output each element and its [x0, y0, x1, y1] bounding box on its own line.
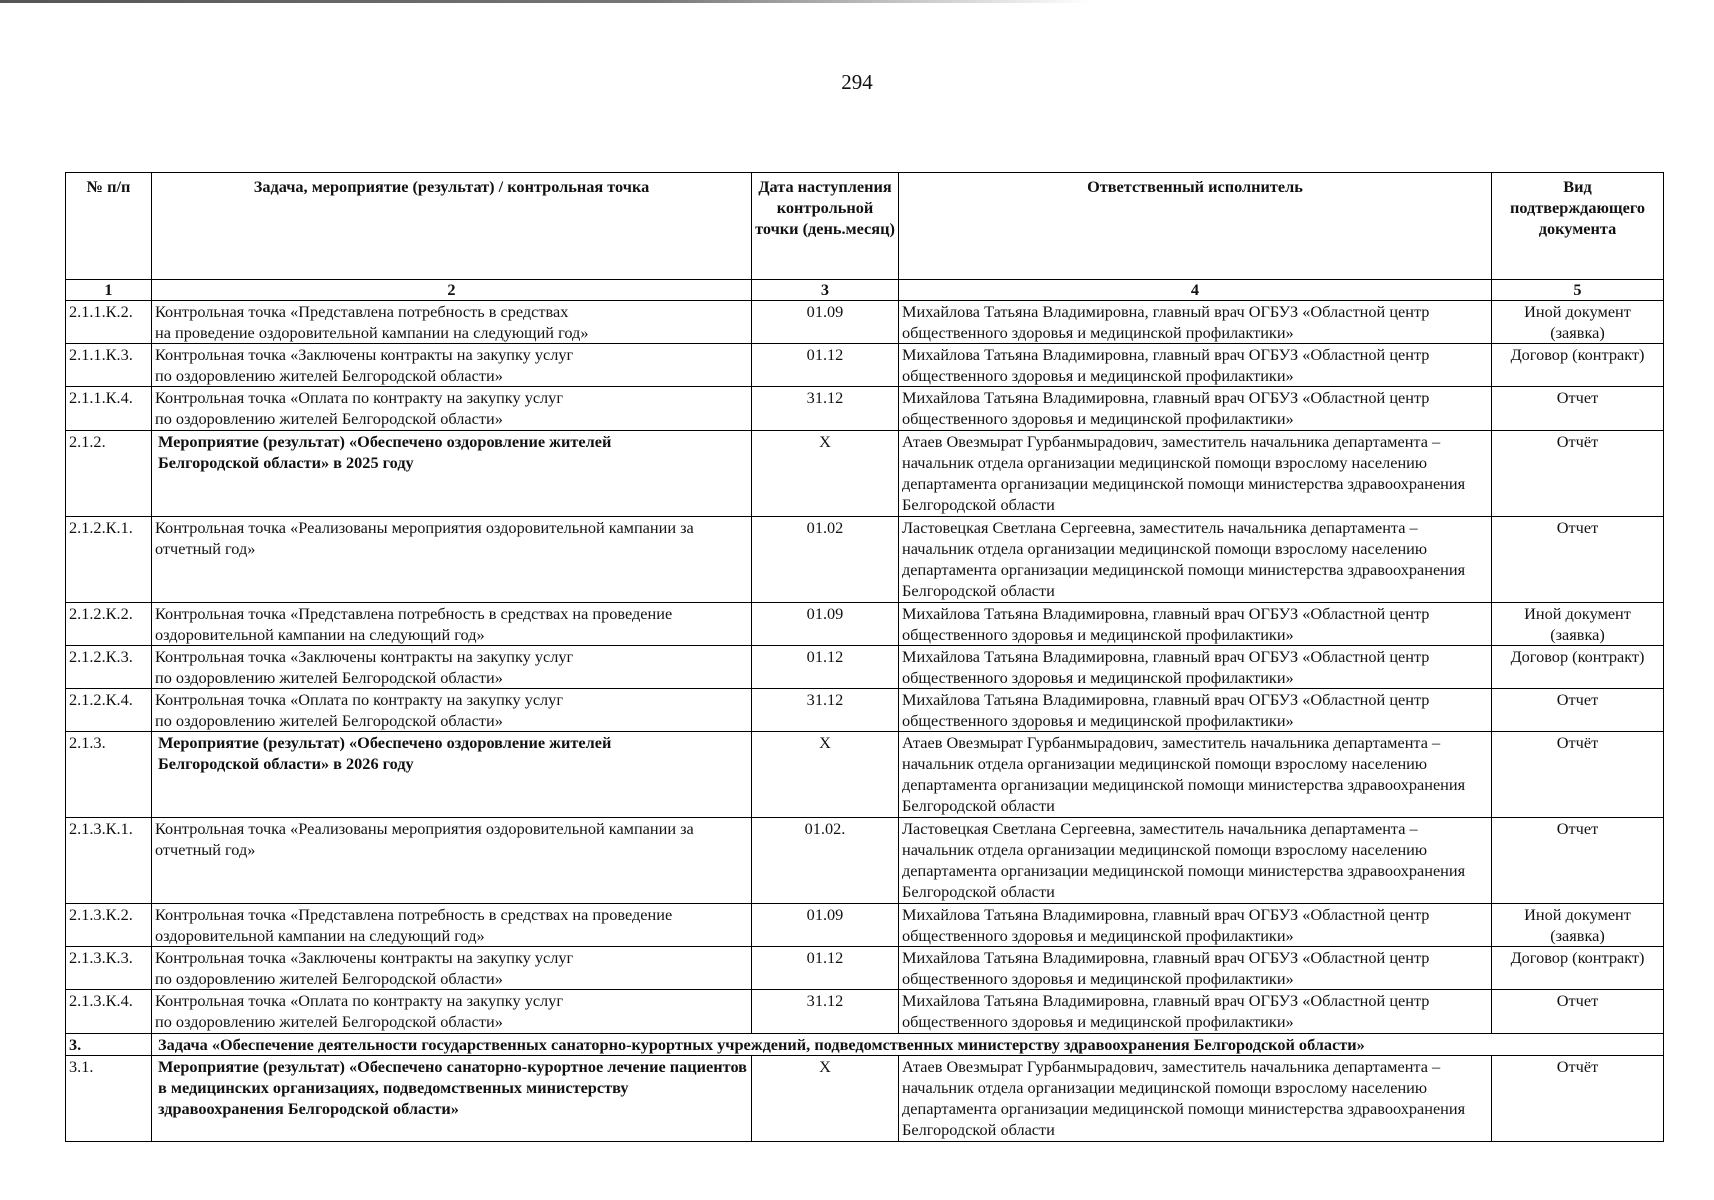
confirming-document: Отчет	[1492, 387, 1664, 431]
task-title: Задача «Обеспечение деятельности государственных санаторно-курортных учреждений, подведомственных министерству здравоохранения Белгородской области»	[152, 1034, 1664, 1056]
confirming-document: Отчёт	[1492, 1056, 1664, 1142]
confirming-document: Отчет	[1492, 517, 1664, 603]
control-point-row	[66, 646, 1664, 689]
top-scan-rule	[0, 0, 1090, 3]
confirming-document: Договор (контракт)	[1492, 646, 1664, 689]
responsible-executor: Михайлова Татьяна Владимировна, главный врач ОГБУЗ «Областной центр общественного здоровья и медицинской профилактики»	[899, 904, 1492, 947]
responsible-executor: Атаев Овезмырат Гурбанмырадович, заместитель начальника департамента – начальник отдела организации медицинской помощи взрослому населению департамента организации медицинской помощи министерства здравоохранения Белгородской области	[899, 1056, 1492, 1142]
control-point-row	[66, 947, 1664, 990]
confirming-document: Иной документ (заявка)	[1492, 301, 1664, 344]
control-date: Х	[752, 732, 899, 818]
row-number: 2.1.3.К.1.	[66, 818, 152, 904]
responsible-executor: Михайлова Татьяна Владимировна, главный врач ОГБУЗ «Областной центр общественного здоровья и медицинской профилактики»	[899, 387, 1492, 431]
column-number: 2	[152, 280, 752, 301]
header-date: Дата наступления контрольной точки (день.месяц)	[752, 173, 899, 280]
control-date: 01.02	[752, 517, 899, 603]
header-doc: Вид подтверждающего документа	[1492, 173, 1664, 280]
responsible-executor: Михайлова Татьяна Владимировна, главный врач ОГБУЗ «Областной центр общественного здоровья и медицинской профилактики»	[899, 689, 1492, 732]
control-point-row	[66, 603, 1664, 646]
responsible-executor: Атаев Овезмырат Гурбанмырадович, заместитель начальника департамента – начальник отдела организации медицинской помощи взрослому населению департамента организации медицинской помощи министерства здравоохранения Белгородской области	[899, 732, 1492, 818]
control-date: 01.02.	[752, 818, 899, 904]
confirming-document: Иной документ (заявка)	[1492, 603, 1664, 646]
row-number: 2.1.3.К.4.	[66, 990, 152, 1034]
control-point-title: Контрольная точка «Заключены контракты на закупку услуг по оздоровлению жителей Белгородской области»	[152, 344, 752, 387]
control-point-title: Контрольная точка «Оплата по контракту на закупку услуг по оздоровлению жителей Белгородской области»	[152, 990, 752, 1034]
control-point-row	[66, 344, 1664, 387]
event-row	[66, 1056, 1664, 1142]
header-responsible: Ответственный исполнитель	[899, 173, 1492, 280]
confirming-document: Отчёт	[1492, 431, 1664, 517]
control-point-row	[66, 818, 1664, 904]
event-row	[66, 732, 1664, 818]
control-date: 01.12	[752, 344, 899, 387]
control-point-row	[66, 990, 1664, 1034]
row-number: 2.1.3.К.3.	[66, 947, 152, 990]
row-number: 2.1.3.	[66, 732, 152, 818]
row-number: 2.1.2.К.2.	[66, 603, 152, 646]
responsible-executor: Михайлова Татьяна Владимировна, главный врач ОГБУЗ «Областной центр общественного здоровья и медицинской профилактики»	[899, 990, 1492, 1034]
control-date: 31.12	[752, 689, 899, 732]
control-date: 01.09	[752, 301, 899, 344]
control-point-title: Контрольная точка «Реализованы мероприятия оздоровительной кампании за отчетный год»	[152, 818, 752, 904]
control-point-row	[66, 689, 1664, 732]
control-point-row	[66, 904, 1664, 947]
task-row	[66, 1034, 1664, 1056]
event-title: Мероприятие (результат) «Обеспечено оздоровление жителей Белгородской области» в 2026 году	[152, 732, 752, 818]
row-number: 3.	[66, 1034, 152, 1056]
event-title: Мероприятие (результат) «Обеспечено оздоровление жителей Белгородской области» в 2025 году	[152, 431, 752, 517]
control-point-title: Контрольная точка «Заключены контракты на закупку услуг по оздоровлению жителей Белгородской области»	[152, 646, 752, 689]
row-number: 2.1.1.К.4.	[66, 387, 152, 431]
row-number: 2.1.1.К.3.	[66, 344, 152, 387]
event-title: Мероприятие (результат) «Обеспечено санаторно-курортное лечение пациентов в медицинских организациях, подведомственных министерству здравоохранения Белгородской области»	[152, 1056, 752, 1142]
row-number: 2.1.2.К.3.	[66, 646, 152, 689]
confirming-document: Отчет	[1492, 990, 1664, 1034]
confirming-document: Отчёт	[1492, 732, 1664, 818]
control-point-title: Контрольная точка «Представлена потребность в средствах на проведение оздоровительной кампании на следующий год»	[152, 301, 752, 344]
control-point-title: Контрольная точка «Представлена потребность в средствах на проведение оздоровительной кампании на следующий год»	[152, 904, 752, 947]
header-row	[66, 173, 1664, 280]
control-date: 31.12	[752, 990, 899, 1034]
control-point-title: Контрольная точка «Оплата по контракту на закупку услуг по оздоровлению жителей Белгородской области»	[152, 387, 752, 431]
responsible-executor: Михайлова Татьяна Владимировна, главный врач ОГБУЗ «Областной центр общественного здоровья и медицинской профилактики»	[899, 646, 1492, 689]
responsible-executor: Атаев Овезмырат Гурбанмырадович, заместитель начальника департамента – начальник отдела организации медицинской помощи взрослому населению департамента организации медицинской помощи министерства здравоохранения Белгородской области	[899, 431, 1492, 517]
control-point-row	[66, 517, 1664, 603]
control-date: 01.09	[752, 603, 899, 646]
confirming-document: Иной документ (заявка)	[1492, 904, 1664, 947]
responsible-executor: Михайлова Татьяна Владимировна, главный врач ОГБУЗ «Областной центр общественного здоровья и медицинской профилактики»	[899, 603, 1492, 646]
control-date: Х	[752, 431, 899, 517]
column-number-row	[66, 280, 1664, 301]
page-number: 294	[841, 70, 873, 94]
responsible-executor: Михайлова Татьяна Владимировна, главный врач ОГБУЗ «Областной центр общественного здоровья и медицинской профилактики»	[899, 947, 1492, 990]
control-points-table	[65, 172, 1664, 1142]
control-point-title: Контрольная точка «Представлена потребность в средствах на проведение оздоровительной кампании на следующий год»	[152, 603, 752, 646]
confirming-document: Договор (контракт)	[1492, 947, 1664, 990]
control-point-row	[66, 387, 1664, 431]
column-number: 4	[899, 280, 1492, 301]
column-number: 3	[752, 280, 899, 301]
event-row	[66, 431, 1664, 517]
responsible-executor: Ластовецкая Светлана Сергеевна, заместитель начальника департамента – начальник отдела организации медицинской помощи взрослому населению департамента организации медицинской помощи министерства здравоохранения Белгородской области	[899, 818, 1492, 904]
row-number: 2.1.3.К.2.	[66, 904, 152, 947]
row-number: 2.1.1.К.2.	[66, 301, 152, 344]
control-date: 31.12	[752, 387, 899, 431]
header-num: № п/п	[66, 173, 152, 280]
control-date: 01.12	[752, 947, 899, 990]
column-number: 1	[66, 280, 152, 301]
row-number: 2.1.2.	[66, 431, 152, 517]
control-point-title: Контрольная точка «Заключены контракты на закупку услуг по оздоровлению жителей Белгородской области»	[152, 947, 752, 990]
responsible-executor: Михайлова Татьяна Владимировна, главный врач ОГБУЗ «Областной центр общественного здоровья и медицинской профилактики»	[899, 301, 1492, 344]
control-point-title: Контрольная точка «Оплата по контракту на закупку услуг по оздоровлению жителей Белгородской области»	[152, 689, 752, 732]
header-task: Задача, мероприятие (результат) / контрольная точка	[152, 173, 752, 280]
control-point-title: Контрольная точка «Реализованы мероприятия оздоровительной кампании за отчетный год»	[152, 517, 752, 603]
row-number: 2.1.2.К.1.	[66, 517, 152, 603]
control-date: 01.12	[752, 646, 899, 689]
confirming-document: Договор (контракт)	[1492, 344, 1664, 387]
control-date: 01.09	[752, 904, 899, 947]
column-number: 5	[1492, 280, 1664, 301]
confirming-document: Отчет	[1492, 689, 1664, 732]
confirming-document: Отчет	[1492, 818, 1664, 904]
responsible-executor: Ластовецкая Светлана Сергеевна, заместитель начальника департамента – начальник отдела организации медицинской помощи взрослому населению департамента организации медицинской помощи министерства здравоохранения Белгородской области	[899, 517, 1492, 603]
responsible-executor: Михайлова Татьяна Владимировна, главный врач ОГБУЗ «Областной центр общественного здоровья и медицинской профилактики»	[899, 344, 1492, 387]
control-point-row	[66, 301, 1664, 344]
control-date: Х	[752, 1056, 899, 1142]
row-number: 3.1.	[66, 1056, 152, 1142]
row-number: 2.1.2.К.4.	[66, 689, 152, 732]
table-body	[66, 301, 1664, 1142]
